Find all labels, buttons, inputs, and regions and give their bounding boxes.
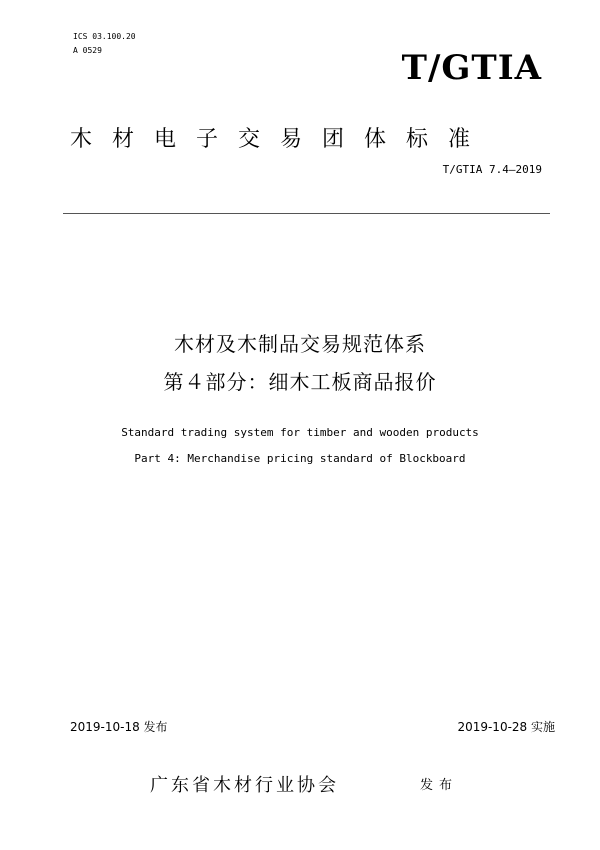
ccs-code: A 0529 [73, 46, 102, 55]
standard-type: 木材电子交易团体标准 [70, 127, 491, 152]
issue-date: 2019-10-18 发布 [70, 720, 168, 734]
publisher-name: 广东省木材行业协会 [150, 775, 339, 796]
publisher-label: 发布 [420, 778, 459, 793]
ics-code: ICS 03.100.20 [73, 32, 136, 41]
implement-date: 2019-10-28 实施 [457, 720, 555, 734]
standard-logo: T/GTIA [401, 48, 542, 88]
title-en-line2: Part 4: Merchandise pricing standard of Blockboard [134, 452, 466, 465]
title-cn-line1: 木材及木制品交易规范体系 [174, 332, 426, 356]
title-cn-line2: 第４部分：细木工板商品报价 [163, 370, 437, 394]
classification-codes [73, 30, 136, 58]
title-en-line1: Standard trading system for timber and wooden products [121, 426, 479, 439]
standard-number: T/GTIA 7.4—2019 [442, 163, 542, 176]
header-divider [63, 213, 550, 214]
